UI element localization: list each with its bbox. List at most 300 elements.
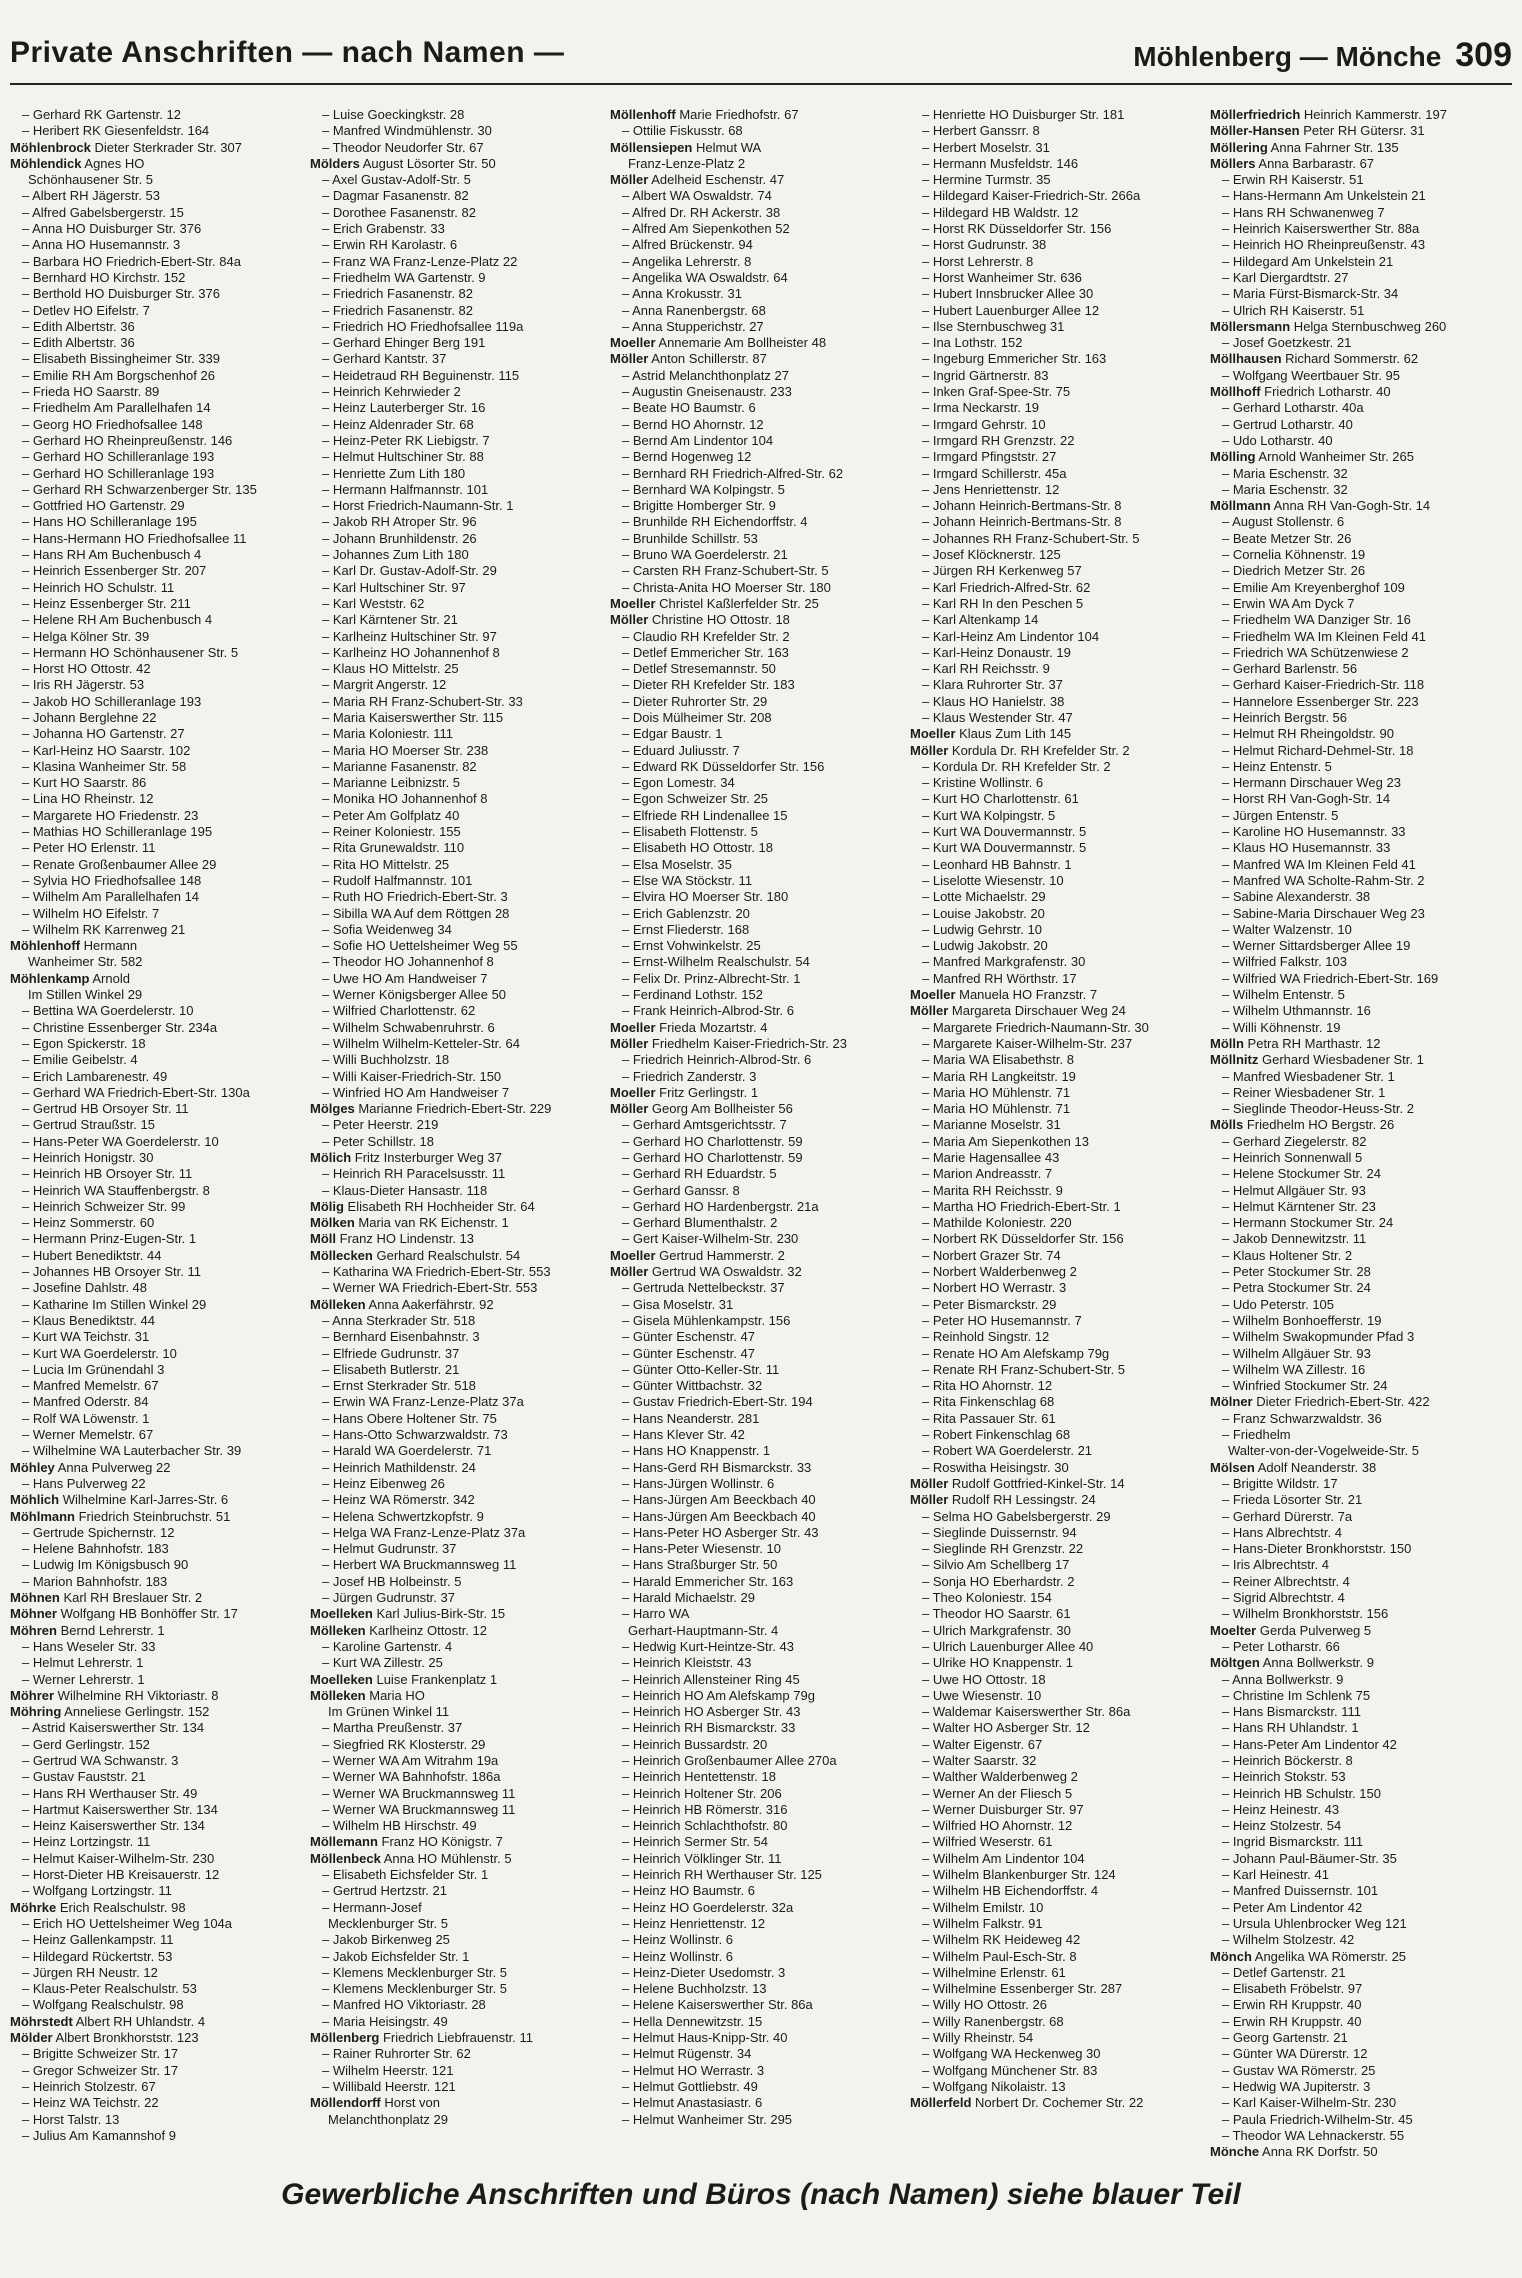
directory-entry: – Walther Walderbenweg 2 [922, 1769, 1078, 1785]
directory-entry [1210, 384, 1500, 400]
directory-entry: – Anna HO Husemannstr. 3 [22, 237, 181, 253]
directory-entry: – Robert Finkenschlag 68 [922, 1427, 1071, 1443]
entry-text: Wilhelmine RH Viktoriastr. 8 [54, 1687, 219, 1703]
entry-text: Marianne Friedrich-Ebert-Str. 229 [354, 1101, 552, 1117]
directory-entry: – Gerhard HO Charlottenstr. 59 [622, 1133, 803, 1149]
directory-entry: – Wilhelm Heerstr. 121 [322, 2062, 454, 2078]
directory-entry: – Marie Hagensallee 43 [922, 1150, 1060, 1165]
directory-entry: – Walter Eigenstr. 67 [922, 1736, 1043, 1752]
directory-entry: – Detlef Emmericher Str. 163 [622, 644, 789, 660]
directory-entry: – Friedhelm Am Parallelhafen 14 [22, 400, 211, 416]
surname: Moelter [1210, 1622, 1257, 1638]
directory-entry [610, 1036, 900, 1052]
directory-entry [610, 172, 900, 188]
entry-text: Anna Bollwerkstr. 9 [1259, 1655, 1374, 1671]
directory-entry: – Erich Lambarenestr. 49 [22, 1068, 168, 1084]
directory-entry: – Horst HO Ottostr. 42 [22, 661, 151, 677]
entry-text: Friedrich Liebfrauenstr. 11 [379, 2030, 534, 2046]
directory-entry: – Gert Kaiser-Wilhelm-Str. 230 [622, 1231, 799, 1247]
directory-entry: – Udo Peterstr. 105 [1222, 1296, 1335, 1312]
directory-entry: – Wilhelm Wilhelm-Ketteler-Str. 64 [322, 1035, 520, 1051]
directory-entry [910, 743, 1200, 759]
surname: Möhley [10, 1459, 55, 1475]
directory-entry: – Reiner Koloniestr. 155 [322, 824, 461, 840]
directory-entry: – Jakob RH Atroper Str. 96 [322, 514, 477, 530]
directory-entry: – Bernd HO Ahornstr. 12 [622, 416, 764, 432]
directory-entry: – Frank Heinrich-Albrod-Str. 6 [622, 1003, 794, 1019]
directory-entry [1210, 498, 1500, 514]
directory-entry: Im Grünen Winkel 11 [328, 1704, 450, 1720]
directory-entry: – Hermann Musfeldstr. 146 [922, 155, 1079, 171]
directory-entry: – Heinrich Sermer Str. 54 [622, 1834, 768, 1850]
directory-entry: – Hildegard HB Waldstr. 12 [922, 204, 1079, 220]
directory-entry: – Sigrid Albrechtstr. 4 [1222, 1590, 1345, 1606]
surname: Möllmann [1210, 498, 1271, 514]
directory-entry [10, 938, 300, 954]
directory-entry: – Theodor Neudorfer Str. 67 [322, 139, 484, 155]
directory-entry: – Ruth HO Friedrich-Ebert-Str. 3 [322, 889, 508, 905]
directory-entry: Gerhart-Hauptmann-Str. 4 [628, 1622, 779, 1638]
directory-entry: – Horst Friedrich-Naumann-Str. 1 [322, 498, 514, 514]
surname: Möhlenhoff [10, 938, 81, 954]
directory-entry: – Theodor HO Saarstr. 61 [922, 1606, 1071, 1622]
directory-entry: – Helena Schwertzkopfstr. 9 [322, 1508, 484, 1524]
directory-entry: – Elisabeth Bissingheimer Str. 339 [22, 351, 220, 367]
directory-entry: – Heinz WA Römerstr. 342 [322, 1492, 475, 1508]
directory-entry: – Georg Gartenstr. 21 [1222, 2030, 1348, 2046]
directory-entry: – Silvio Am Schellberg 17 [922, 1557, 1070, 1573]
directory-entry: – Gerhard Amtsgerichtsstr. 7 [622, 1117, 787, 1133]
entry-text: Maria van RK Eichenstr. 1 [354, 1215, 509, 1231]
directory-entry: – Lotte Michaelstr. 29 [922, 889, 1046, 905]
directory-entry [610, 612, 900, 628]
directory-entry: – Hartmut Kaiserswerther Str. 134 [22, 1801, 218, 1817]
surname: Mölleken [310, 1622, 366, 1638]
directory-entry: – Frieda HO Saarstr. 89 [22, 384, 160, 400]
entry-text: Horst von [380, 2095, 441, 2111]
directory-entry: – Emilie RH Am Borgschenhof 26 [22, 367, 215, 383]
surname: Möller [910, 1003, 949, 1019]
directory-entry [610, 1248, 900, 1264]
directory-entry: – Wilfried Charlottenstr. 62 [322, 1003, 476, 1019]
directory-entry: – Winfried HO Am Handweiser 7 [322, 1084, 510, 1100]
directory-entry: – Klara Ruhrorter Str. 37 [922, 677, 1063, 693]
directory-entry [1210, 1460, 1500, 1476]
directory-entry: – Manfred Wiesbadener Str. 1 [1222, 1068, 1395, 1084]
directory-entry: – Heinz Gallenkampstr. 11 [22, 1932, 174, 1948]
directory-entry: – Hans Albrechtstr. 4 [1222, 1524, 1342, 1540]
directory-entry [310, 1297, 600, 1313]
directory-entry: – Helmut Gottliebstr. 49 [622, 2078, 758, 2094]
directory-entry: – Renate HO Am Alefskamp 79g [922, 1345, 1110, 1361]
directory-entry: – Johann Berglehne 22 [22, 709, 157, 725]
directory-entry: – Hans HO Schilleranlage 195 [22, 514, 197, 530]
directory-entry: – Roswitha Heisingstr. 30 [922, 1459, 1069, 1475]
directory-entry: – Bernd Am Lindentor 104 [622, 432, 774, 448]
directory-entry: – Helmut RH Rheingoldstr. 90 [1222, 726, 1394, 742]
directory-entry: – Ernst Sterkrader Str. 518 [322, 1378, 476, 1394]
directory-entry: – Hans Bismarckstr. 111 [1222, 1704, 1361, 1720]
entry-text: Adelheid Eschenstr. 47 [648, 172, 785, 188]
surname: Möhlendick [10, 155, 82, 171]
directory-entry: – Johann Heinrich-Bertmans-Str. 8 [922, 514, 1122, 530]
directory-entry: – Paula Friedrich-Wilhelm-Str. 45 [1222, 2111, 1413, 2127]
directory-entry: – Johanna HO Gartenstr. 27 [22, 726, 185, 742]
directory-entry [10, 1509, 300, 1525]
directory-entry: – Maria Koloniestr. 111 [322, 726, 454, 742]
directory-entry: – Helene Buchholzstr. 13 [622, 1981, 767, 1997]
directory-entry: – Franz WA Franz-Lenze-Platz 22 [322, 253, 518, 269]
directory-entry: – Gertrud WA Schwanstr. 3 [22, 1752, 179, 1768]
directory-entry: – Maria HO Mühlenstr. 71 [922, 1101, 1071, 1117]
directory-entry: – Egon Lomestr. 34 [622, 775, 735, 791]
directory-entry [10, 1590, 300, 1606]
directory-entry: – Karlheinz HO Johannenhof 8 [322, 644, 500, 660]
surname: Möhrer [10, 1687, 55, 1703]
entry-text: Wilhelmine Karl-Jarres-Str. 6 [59, 1492, 229, 1508]
surname: Mölig [310, 1198, 344, 1214]
directory-entry: – Helga Kölner Str. 39 [22, 628, 150, 644]
entry-text: Helmut WA [692, 139, 762, 155]
directory-entry [610, 335, 900, 351]
directory-entry: – Angelika Lehrerstr. 8 [622, 253, 752, 269]
surname: Mölner [1210, 1394, 1253, 1410]
directory-entry: – Sieglinde RH Grenzstr. 22 [922, 1541, 1084, 1557]
directory-entry [1210, 156, 1500, 172]
surname: Mölsen [1210, 1459, 1255, 1475]
surname: Möller [910, 1475, 949, 1491]
directory-entry: – Liselotte Wiesenstr. 10 [922, 872, 1064, 888]
surname: Möllering [1210, 139, 1268, 155]
directory-entry: – Johannes RH Franz-Schubert-Str. 5 [922, 530, 1140, 546]
directory-entry [610, 1101, 900, 1117]
directory-column-4 [910, 107, 1200, 2142]
directory-entry: – Willibald Heerstr. 121 [322, 2078, 456, 2094]
directory-entry: – Horst RK Düsseldorfer Str. 156 [922, 221, 1112, 237]
directory-entry [310, 1851, 600, 1867]
surname: Möller [610, 172, 649, 188]
directory-entry: – Ernst Fliederstr. 168 [622, 921, 750, 937]
directory-entry: – Siegfried RK Klosterstr. 29 [322, 1736, 486, 1752]
directory-entry: – Hans RH Schwanenweg 7 [1222, 204, 1385, 220]
directory-entry: – Marion Andreasstr. 7 [922, 1166, 1053, 1182]
directory-entry: – Karl Weststr. 62 [322, 595, 425, 611]
directory-entry: – Werner Königsberger Allee 50 [322, 987, 507, 1003]
directory-entry: – Hans-Jürgen Am Beeckbach 40 [622, 1508, 816, 1524]
surname: Möllemann [310, 1834, 378, 1850]
directory-entry: – Klasina Wanheimer Str. 58 [22, 758, 187, 774]
entry-text: Richard Sommerstr. 62 [1281, 351, 1419, 367]
directory-entry: – Friedrich Fasanenstr. 82 [322, 302, 474, 318]
directory-entry: – Peter Am Lindentor 42 [1222, 1899, 1363, 1915]
directory-entry: – Egon Spickerstr. 18 [22, 1035, 146, 1051]
entry-text: Anna Barbarastr. 67 [1255, 155, 1375, 171]
surname: Moeller [610, 1084, 656, 1100]
directory-entry [310, 1231, 600, 1247]
surname: Mölln [1210, 1035, 1244, 1051]
directory-entry: – Karoline HO Husemannstr. 33 [1222, 824, 1406, 840]
directory-entry: – Marita RH Reichsstr. 9 [922, 1182, 1063, 1198]
surname: Möllensiepen [610, 139, 693, 155]
directory-entry: – Martha HO Friedrich-Ebert-Str. 1 [922, 1198, 1121, 1214]
directory-entry: – Erwin RH Karolastr. 6 [322, 237, 458, 253]
directory-entry: – Wilhelm WA Zillestr. 16 [1222, 1361, 1366, 1377]
surname: Möhnen [10, 1590, 60, 1606]
directory-entry: – Ferdinand Lothstr. 152 [622, 987, 763, 1003]
directory-entry: – Margarete Kaiser-Wilhelm-Str. 237 [922, 1035, 1133, 1051]
surname: Möller [610, 1101, 649, 1117]
directory-entry: – Diedrich Metzer Str. 26 [1222, 563, 1366, 579]
directory-entry: – Louise Jakobstr. 20 [922, 905, 1045, 921]
directory-entry: – Wilfried HO Ahornstr. 12 [922, 1818, 1073, 1834]
directory-entry: – Wilhelm Am Lindentor 104 [922, 1850, 1085, 1866]
directory-entry [610, 596, 900, 612]
directory-entry: – Christine Im Schlenk 75 [1222, 1687, 1371, 1703]
directory-entry: – Manfred HO Viktoriastr. 28 [322, 1997, 486, 2013]
directory-entry: – Helmut Hultschiner Str. 88 [322, 449, 484, 465]
directory-entry: – Klaus Benediktstr. 44 [22, 1312, 155, 1328]
directory-entry: – Heinrich Bergstr. 56 [1222, 709, 1348, 725]
directory-entry: – Hildegard Kaiser-Friedrich-Str. 266a [922, 188, 1141, 204]
directory-entry: – Wolfgang Nikolaistr. 13 [922, 2078, 1066, 2094]
directory-entry: – Manfred Duissernstr. 101 [1222, 1883, 1379, 1899]
entry-text: Annemarie Am Bollheister 48 [655, 335, 827, 351]
directory-entry: Im Stillen Winkel 29 [28, 987, 143, 1003]
directory-entry: – Klaus HO Husemannstr. 33 [1222, 840, 1391, 856]
directory-entry: – Hildegard Rückertstr. 53 [22, 1948, 173, 1964]
directory-entry: – Heinz Sommerstr. 60 [22, 1215, 155, 1231]
directory-entry: – Wilhelm Am Parallelhafen 14 [22, 889, 200, 905]
directory-entry: – Heinz Henriettenstr. 12 [622, 1915, 766, 1931]
directory-entry: – Heinrich Schweizer Str. 99 [22, 1198, 186, 1214]
directory-entry: – Wilhelm HB Hirschstr. 49 [322, 1818, 477, 1834]
directory-entry [310, 2030, 600, 2046]
directory-entry: – Mathilde Koloniestr. 220 [922, 1215, 1072, 1231]
entry-text: Fritz Gerlingstr. 1 [655, 1084, 759, 1100]
directory-entry: – Detlef Stresemannstr. 50 [622, 661, 776, 677]
directory-entry [1210, 449, 1500, 465]
directory-entry: – Josefine Dahlstr. 48 [22, 1280, 148, 1296]
entry-text: Anna Fahrner Str. 135 [1267, 139, 1399, 155]
directory-entry [10, 1704, 300, 1720]
directory-entry: – Hans Neanderstr. 281 [622, 1410, 760, 1426]
directory-entry: – Heinrich HO Asberger Str. 43 [622, 1704, 801, 1720]
directory-entry: – Wolfgang Realschulstr. 98 [22, 1997, 184, 2013]
directory-entry: – Jürgen RH Kerkenweg 57 [922, 563, 1082, 579]
directory-entry: – Heinz Entenstr. 5 [1222, 758, 1332, 774]
directory-entry: – Reinhold Singstr. 12 [922, 1329, 1050, 1345]
directory-entry: – Sabine-Maria Dirschauer Weg 23 [1222, 905, 1425, 921]
directory-entry [10, 156, 300, 172]
directory-entry: – Ingrid Gärtnerstr. 83 [922, 367, 1049, 383]
directory-entry: – Jürgen RH Neustr. 12 [22, 1964, 158, 1980]
directory-entry: – Willi Köhnenstr. 19 [1222, 1019, 1341, 1035]
directory-entry: – Friedrich HO Friedhofsallee 119a [322, 318, 524, 334]
directory-entry: – Heinrich Kaiserswerther Str. 88a [1222, 221, 1420, 237]
surname: Moeller [910, 987, 956, 1003]
directory-entry: – Dorothee Fasanenstr. 82 [322, 204, 476, 220]
directory-entry: – Norbert Walderbenweg 2 [922, 1264, 1077, 1280]
directory-entry: – Karl Diergardtstr. 27 [1222, 269, 1349, 285]
directory-entry: – Anna Stupperichstr. 27 [622, 318, 764, 334]
directory-entry: – Peter Schillstr. 18 [322, 1133, 434, 1149]
entry-text: Gerhard Wiesbadener Str. 1 [1258, 1052, 1424, 1068]
directory-entry: – August Stollenstr. 6 [1222, 514, 1345, 530]
directory-entry: – Hans-Dieter Bronkhorststr. 150 [1222, 1541, 1412, 1557]
directory-entry: – Bernhard Eisenbahnstr. 3 [322, 1329, 480, 1345]
directory-entry: – Erwin WA Am Dyck 7 [1222, 595, 1355, 611]
directory-entry: – Peter HO Husemannstr. 7 [922, 1312, 1082, 1328]
surname: Möllersmann [1210, 318, 1291, 334]
directory-entry: – Selma HO Gabelsbergerstr. 29 [922, 1508, 1111, 1524]
directory-entry: – Hermann Prinz-Eugen-Str. 1 [22, 1231, 197, 1247]
directory-entry: – Gerhard Kantstr. 37 [322, 351, 447, 367]
directory-entry: – Heinrich RH Paracelsusstr. 11 [322, 1166, 506, 1182]
directory-entry: – Horst-Dieter HB Kreisauerstr. 12 [22, 1867, 220, 1883]
directory-entry [310, 1688, 600, 1704]
directory-entry [610, 1085, 900, 1101]
directory-entry: – Albert WA Oswaldstr. 74 [622, 188, 772, 204]
surname: Mönche [1210, 2144, 1260, 2160]
directory-entry: – Irmgard Gehrstr. 10 [922, 416, 1046, 432]
directory-entry: – Rudolf Halfmannstr. 101 [322, 872, 473, 888]
directory-entry: – Robert WA Goerdelerstr. 21 [922, 1443, 1093, 1459]
directory-entry: – Jakob Eichsfelder Str. 1 [322, 1948, 470, 1964]
directory-entry: – Helmut Haus-Knipp-Str. 40 [622, 2030, 788, 2046]
directory-entry [1210, 107, 1500, 123]
directory-entry: – Irmgard RH Grenzstr. 22 [922, 432, 1075, 448]
directory-entry [910, 1492, 1200, 1508]
entry-text: August Lösorter Str. 50 [359, 155, 496, 171]
directory-entry: – Hermann Halfmannstr. 101 [322, 481, 489, 497]
directory-entry: – Heinrich Honigstr. 30 [22, 1150, 154, 1165]
directory-entry: – Jakob HO Schilleranlage 193 [22, 693, 202, 709]
entry-text: Karl Julius-Birk-Str. 15 [372, 1606, 506, 1622]
directory-entry: – Manfred RH Wörthstr. 17 [922, 970, 1077, 986]
entry-text: Agnes HO [81, 155, 145, 171]
directory-entry: – Werner Duisburger Str. 97 [922, 1801, 1084, 1817]
directory-entry: – Helmut Richard-Dehmel-Str. 18 [1222, 742, 1414, 758]
directory-entry: – Bernhard HO Kirchstr. 152 [22, 269, 186, 285]
entry-text: Albert RH Uhlandstr. 4 [72, 2013, 206, 2029]
directory-entry [910, 726, 1200, 742]
directory-entry: – Renate Großenbaumer Allee 29 [22, 856, 217, 872]
entry-text: Franz HO Lindenstr. 13 [336, 1231, 475, 1247]
entry-text: Norbert Dr. Cochemer Str. 22 [971, 2095, 1144, 2111]
entry-text: Gerhard Realschulstr. 54 [372, 1247, 521, 1263]
directory-entry: – Astrid Melanchthonplatz 27 [622, 367, 789, 383]
surname: Möhrke [10, 1899, 57, 1915]
directory-entry: – Hans Weseler Str. 33 [22, 1638, 156, 1654]
directory-entry: – Mathias HO Schilleranlage 195 [22, 824, 213, 840]
directory-entry: – Winfried Stockumer Str. 24 [1222, 1378, 1388, 1394]
directory-entry: – Felix Dr. Prinz-Albrecht-Str. 1 [622, 970, 801, 986]
directory-entry: – Hans-Peter Wiesenstr. 10 [622, 1541, 781, 1557]
directory-entry: – Karl-Heinz HO Saarstr. 102 [22, 742, 191, 758]
directory-entry: – Ludwig Im Königsbusch 90 [22, 1557, 189, 1573]
directory-entry: – Edward RK Düsseldorfer Str. 156 [622, 758, 825, 774]
directory-entry: – Wilhelm Allgäuer Str. 93 [1222, 1345, 1371, 1361]
directory-entry: – Willi Kaiser-Friedrich-Str. 150 [322, 1068, 502, 1084]
directory-entry [910, 2095, 1200, 2111]
directory-entry: – Klaus Westender Str. 47 [922, 709, 1073, 725]
surname: Mölling [1210, 449, 1256, 465]
directory-entry [1210, 123, 1500, 139]
directory-entry: – Johann Heinrich-Bertmans-Str. 8 [922, 498, 1122, 514]
directory-entry: – Wilhelm HB Eichendorffstr. 4 [922, 1883, 1099, 1899]
directory-entry: – Hedwig WA Jupiterstr. 3 [1222, 2078, 1371, 2094]
directory-entry: – Maria Fürst-Bismarck-Str. 34 [1222, 286, 1399, 302]
directory-entry: – Harald Emmericher Str. 163 [622, 1573, 794, 1589]
directory-entry: – Elfriede RH Lindenallee 15 [622, 807, 788, 823]
directory-entry: – Bruno WA Goerdelerstr. 21 [622, 547, 788, 563]
directory-entry: – Wilhelm Falkstr. 91 [922, 1915, 1043, 1931]
entry-text: Heinrich Kammerstr. 197 [1300, 107, 1447, 122]
directory-entry [1210, 1623, 1500, 1639]
directory-entry: – Horst Gudrunstr. 38 [922, 237, 1047, 253]
directory-entry: – Beate Metzer Str. 26 [1222, 530, 1352, 546]
directory-entry: – Sofia Weidenweg 34 [322, 921, 452, 937]
entry-text: Karl RH Breslauer Str. 2 [59, 1590, 203, 1606]
directory-entry: – Heinrich Schlachthofstr. 80 [622, 1818, 788, 1834]
directory-entry: – Waldemar Kaiserswerther Str. 86a [922, 1704, 1131, 1720]
directory-entry: – Edgar Baustr. 1 [622, 726, 723, 742]
directory-entry: – Erwin WA Franz-Lenze-Platz 37a [322, 1394, 524, 1410]
directory-entry: – Leonhard HB Bahnstr. 1 [922, 856, 1072, 872]
directory-entry: – Karl RH In den Peschen 5 [922, 595, 1084, 611]
directory-entry: – Günter Otto-Keller-Str. 11 [622, 1361, 780, 1377]
directory-entry: – Heinz Essenberger Str. 211 [22, 595, 191, 611]
directory-entry: – Sofie HO Uettelsheimer Weg 55 [322, 938, 518, 954]
directory-entry [910, 1476, 1200, 1492]
entry-text: Bernd Lehrerstr. 1 [56, 1622, 165, 1638]
directory-entry: – Kurt HO Saarstr. 86 [22, 775, 147, 791]
directory-entry: – Gerhard RH Schwarzenberger Str. 135 [22, 481, 257, 497]
directory-entry: – Maria Eschenstr. 32 [1222, 465, 1348, 481]
directory-entry: – Marion Bahnhofstr. 183 [22, 1573, 168, 1589]
directory-entry: – Hans RH Werthauser Str. 49 [22, 1785, 198, 1801]
directory-entry [910, 1003, 1200, 1019]
directory-entry [10, 1623, 300, 1639]
directory-entry: – Kurt WA Douvermannstr. 5 [922, 840, 1087, 856]
directory-entry: – Gerhard Lotharstr. 40a [1222, 400, 1364, 416]
directory-entry: – Wolfgang Weertbauer Str. 95 [1222, 367, 1401, 383]
directory-entry: – Karoline Gartenstr. 4 [322, 1638, 453, 1654]
directory-entry: – Gerhard WA Friedrich-Ebert-Str. 130a [22, 1084, 250, 1100]
directory-entry: – Herbert Ganssrr. 8 [922, 123, 1040, 139]
directory-entry: – Jens Henriettenstr. 12 [922, 481, 1060, 497]
directory-entry: – Josef Klöcknerstr. 125 [922, 547, 1061, 563]
entry-text: Friedhelm Kaiser-Friedrich-Str. 23 [648, 1035, 847, 1051]
directory-entry: – Wilhelm Swakopmunder Pfad 3 [1222, 1329, 1415, 1345]
directory-entry: – Rita Grunewaldstr. 110 [322, 840, 465, 856]
directory-entry: – Helmut Lehrerstr. 1 [22, 1655, 144, 1671]
directory-entry [310, 1199, 600, 1215]
directory-entry: – Ina Lothstr. 152 [922, 335, 1023, 351]
surname: Mölken [310, 1215, 355, 1231]
directory-entry: – Anna Sterkrader Str. 518 [322, 1312, 476, 1328]
directory-entry: – Karl Kärntener Str. 21 [322, 612, 458, 628]
directory-entry: – Heinz Wollinstr. 6 [622, 1932, 734, 1948]
directory-entry: – Alfred Brückenstr. 94 [622, 237, 753, 253]
directory-entry [10, 2030, 300, 2046]
directory-entry: – Hubert Lauenburger Allee 12 [922, 302, 1100, 318]
directory-entry: – Wilhelm Bonhoefferstr. 19 [1222, 1312, 1382, 1328]
directory-entry: – Josef Goetzkestr. 21 [1222, 335, 1352, 351]
directory-entry: – Brunhilde RH Eichendorffstr. 4 [622, 514, 808, 530]
directory-entry: – Karl Kaiser-Wilhelm-Str. 230 [1222, 2095, 1397, 2111]
directory-entry: – Henriette HO Duisburger Str. 181 [922, 107, 1125, 122]
